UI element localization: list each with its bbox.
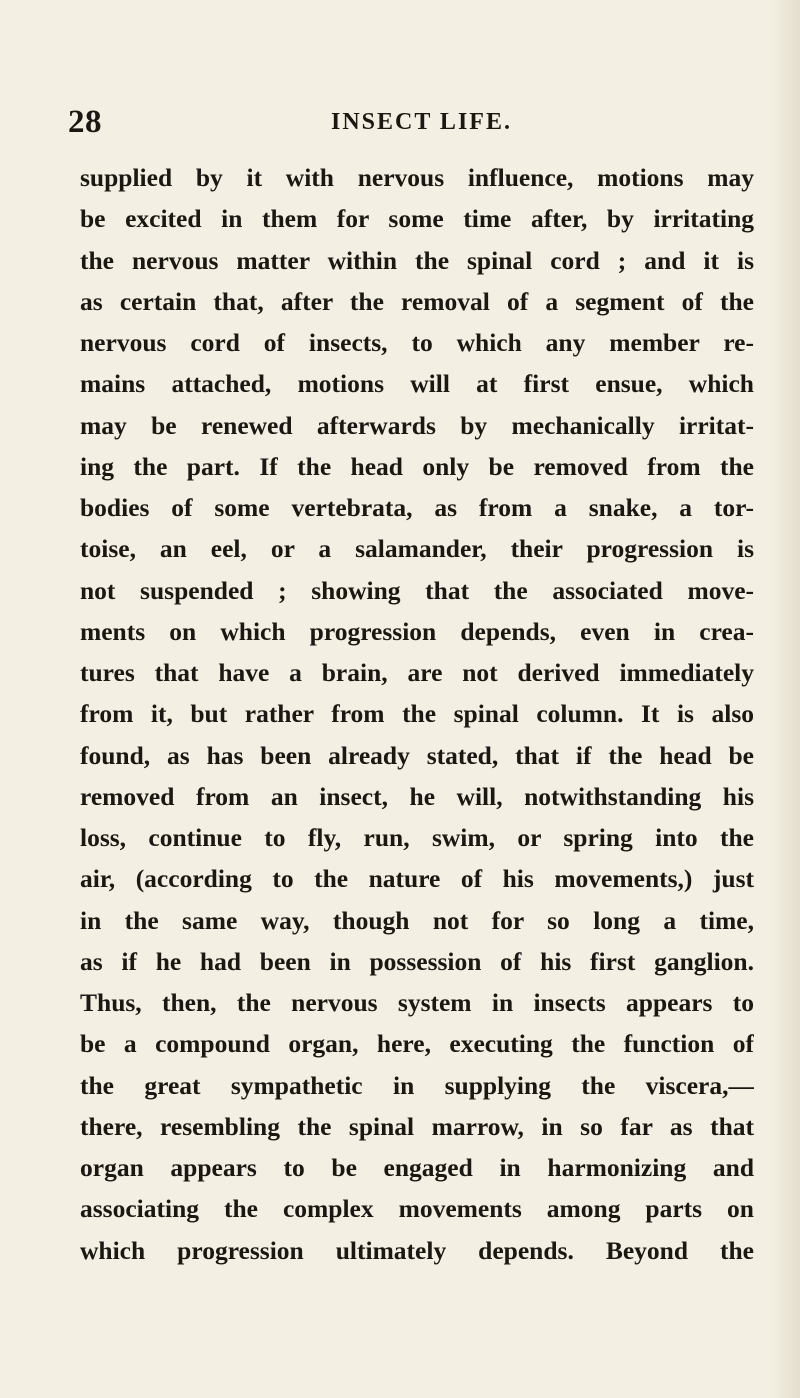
text-line: which progression ultimately depends. Beyond the [80, 1235, 754, 1265]
page-edge-shadow [772, 0, 800, 1398]
text-line: tures that have a brain, are not derived immediately [80, 658, 754, 687]
text-line: as if he had been in possession of his first ganglion. [80, 946, 754, 976]
text-line: bodies of some vertebrata, as from a snake, a tor- [80, 493, 754, 522]
text-line: removed from an insect, he will, notwithstanding his [80, 781, 754, 811]
text-line: nervous cord of insects, to which any member re- [80, 328, 754, 357]
text-line: mains attached, motions will at first ensue, which [80, 369, 754, 399]
text-line: supplied by it with nervous influence, motions may [80, 163, 754, 192]
running-head: INSECT LIFE. [331, 109, 512, 135]
text-line: Thus, then, the nervous system in insects appears to [80, 988, 754, 1017]
text-line: be a compound organ, here, executing the function of [80, 1029, 754, 1059]
page-number: 28 [68, 104, 102, 140]
text-line: as certain that, after the removal of a segment of the [80, 286, 754, 316]
text-line: not suspended ; showing that the associated move- [80, 575, 754, 605]
text-line: loss, continue to fly, run, swim, or spring into the [80, 823, 754, 852]
text-line: associating the complex movements among parts on [80, 1194, 754, 1224]
text-line: the great sympathetic in supplying the viscera,— [80, 1070, 754, 1100]
text-line: from it, but rather from the spinal column. It is also [80, 699, 754, 729]
text-line: in the same way, though not for so long a time, [80, 905, 754, 935]
text-line: air, (according to the nature of his movements,) just [80, 864, 754, 894]
page-header [68, 100, 754, 144]
text-line: the nervous matter within the spinal cord ; and it is [80, 245, 754, 275]
text-line: found, as has been already stated, that if the head be [80, 740, 754, 770]
text-line: ments on which progression depends, even in crea- [80, 616, 754, 646]
text-line: be excited in them for some time after, by irritating [80, 204, 754, 234]
text-line: there, resembling the spinal marrow, in so far as that [80, 1111, 754, 1141]
text-line: may be renewed afterwards by mechanically irritat- [80, 410, 754, 440]
body-paragraph [80, 157, 754, 1271]
text-line: organ appears to be engaged in harmonizing and [80, 1153, 754, 1182]
text-line: toise, an eel, or a salamander, their progression is [80, 534, 754, 564]
text-line: ing the part. If the head only be removed from the [80, 451, 754, 481]
